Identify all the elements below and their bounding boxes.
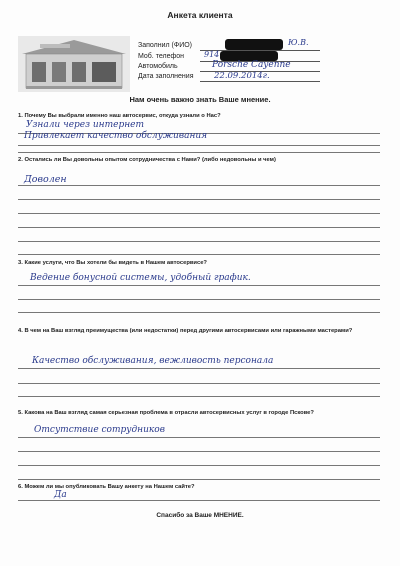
answer-6-line-1: Да [54,490,67,500]
question-number: 4. [18,328,23,334]
answer-3-line-1: Ведение бонусной системы, удобный график. [30,273,251,283]
answer-line [18,451,380,452]
answer-line [18,227,380,228]
answer-line [18,299,380,300]
building-logo [18,36,130,92]
answer-4-line-1: Качество обслуживания, вежливость персонала [32,356,274,366]
question-text: Остались ли Вы довольны опытом сотрудничества с Нами? (либо недовольны и чем) [24,157,276,163]
car-label: Автомобиль [138,63,178,70]
answer-line [18,479,380,480]
answer-line [18,285,380,286]
answer-1-line-2: Привлекает качество обслуживания [24,131,208,141]
answer-line [18,145,380,146]
phone-value: 914 [204,50,220,59]
answer-line [18,465,380,466]
question-2 [18,157,380,164]
answer-2-line-1: Доволен [24,174,67,185]
car-value: Porsche Cayenne [212,60,291,70]
question-text: Можем ли мы опубликовать Вашу анкету на Нашем сайте? [24,484,195,490]
answer-5-line-1: Отсутствие сотрудников [34,425,165,435]
question-number: 1. [18,113,23,119]
question-6 [18,484,380,491]
form-title: Анкета клиента [167,10,233,20]
answer-line [18,396,380,397]
question-text: В чем на Ваш взгляд преимущества (или недостатки) перед другими автосервисами или гаражными мастерами? [24,328,353,334]
answer-line [18,500,380,501]
answer-line [18,383,380,384]
redaction-name [225,39,283,50]
question-number: 5. [18,410,23,416]
thanks-text: Спасибо за Ваше МНЕНИЕ. [156,512,244,519]
answer-line [18,368,380,369]
date-label: Дата заполнения [138,73,194,80]
answer-line [18,199,380,200]
question-5 [18,410,380,417]
answer-line [18,437,380,438]
answer-line [18,254,380,255]
question-1 [18,113,380,120]
question-number: 2. [18,157,23,163]
question-number: 6. [18,484,23,490]
answer-1-line-1: Узнали через интернет [26,120,145,130]
question-3 [18,260,380,267]
question-text: Какова на Ваш взгляд самая серьезная проблема в отрасли автосервисных услуг в городе Пскове? [24,410,314,416]
phone-label: Моб. телефон [138,53,184,60]
date-value: 22.09.2014г. [214,71,270,81]
intro-text: Нам очень важно знать Ваше мнение. [129,95,271,104]
answer-line [18,213,380,214]
question-text: Какие услуги, что Вы хотели бы видеть в Нашем автосервисе? [24,260,207,266]
date-line [200,81,320,82]
question-text: Почему Вы выбрали именно наш автосервис, откуда узнали о Нас? [24,113,221,119]
answer-line [18,185,380,186]
answer-line [18,312,380,313]
question-number: 3. [18,260,23,266]
answer-line [18,152,380,153]
answer-line [18,241,380,242]
question-4 [18,328,380,335]
filled-by-label: Заполнил (ФИО) [138,42,193,49]
filled-by-value: Ю.В. [288,38,309,47]
